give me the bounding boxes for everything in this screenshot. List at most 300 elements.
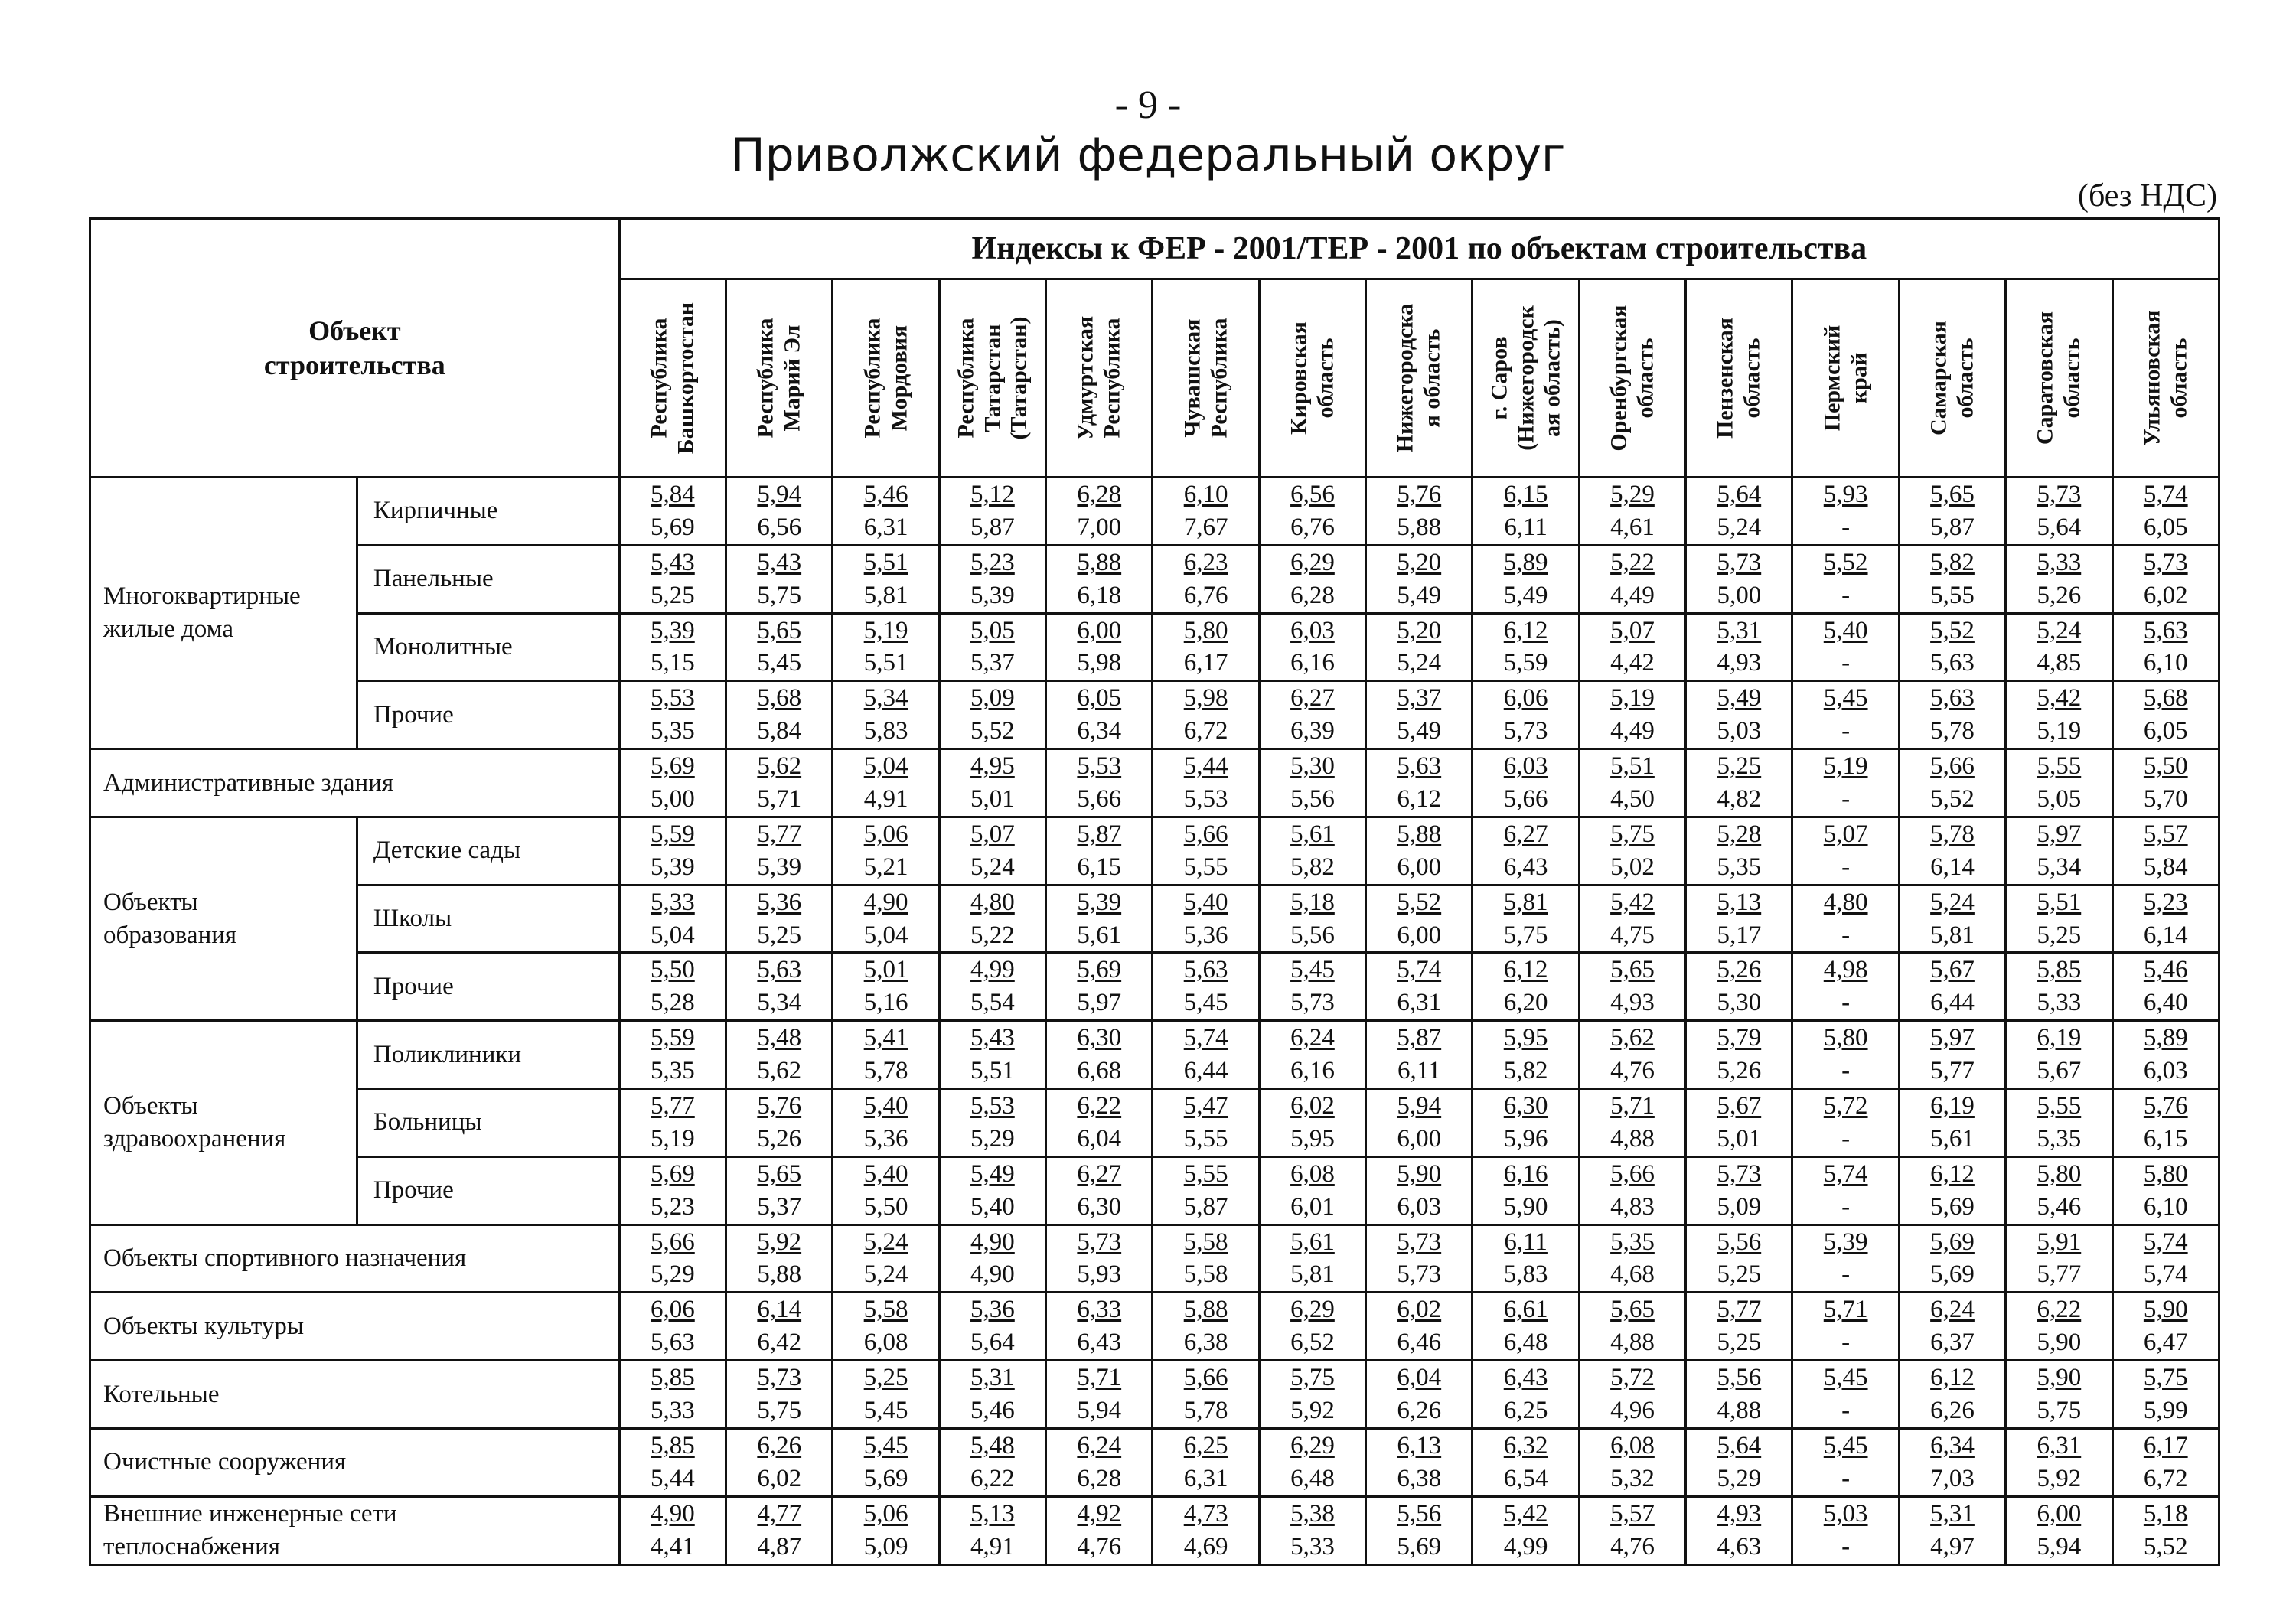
index-value-bottom: 5,87 — [1930, 513, 1975, 541]
index-cell — [1899, 613, 2005, 681]
index-value-top: 5,19 — [863, 616, 908, 644]
category-cell — [90, 749, 620, 817]
index-value-top: 6,22 — [2037, 1296, 2082, 1324]
index-value-top: 5,28 — [1717, 820, 1762, 848]
index-cell — [1046, 749, 1153, 817]
region-name-line: (Нижегородск — [1512, 305, 1538, 451]
region-name — [753, 318, 806, 438]
index-value-bottom: 5,56 — [1290, 921, 1335, 949]
index-cell — [1473, 749, 1579, 817]
index-value-bottom: 5,54 — [970, 989, 1015, 1017]
index-cell — [2112, 613, 2219, 681]
index-value-bottom: 4,42 — [1610, 649, 1655, 677]
index-value-bottom: - — [1841, 1397, 1851, 1425]
index-cell — [619, 885, 726, 953]
index-value-top: 5,73 — [1717, 548, 1762, 576]
index-cell — [726, 1089, 833, 1157]
index-value-bottom: 5,52 — [970, 717, 1015, 745]
index-cell — [1792, 545, 1899, 613]
region-name-line: ая область) — [1538, 319, 1564, 437]
index-cell — [1899, 817, 2005, 885]
index-value-top: 5,65 — [1610, 1296, 1655, 1324]
index-cell — [726, 613, 833, 681]
index-value-top: 5,58 — [1183, 1228, 1228, 1256]
index-value-bottom: 4,88 — [1610, 1329, 1655, 1357]
index-value-top: 5,40 — [1823, 616, 1868, 644]
index-value-top: 5,90 — [1397, 1159, 1442, 1188]
index-value-bottom: - — [1841, 1464, 1851, 1492]
index-value-top: 5,48 — [970, 1431, 1015, 1459]
index-cell — [2112, 1293, 2219, 1361]
index-value-bottom: 5,33 — [1290, 1532, 1335, 1560]
index-value-top: 5,07 — [1610, 616, 1655, 644]
index-value-top: 5,26 — [1717, 956, 1762, 984]
index-value-top: 5,63 — [757, 956, 802, 984]
index-value-bottom: 5,69 — [1930, 1192, 1975, 1221]
index-cell — [1579, 478, 1685, 546]
index-cell — [726, 1293, 833, 1361]
index-value-bottom: 5,73 — [1290, 989, 1335, 1017]
index-value-top: 5,63 — [1183, 956, 1228, 984]
index-value-bottom: 5,77 — [1930, 1057, 1975, 1085]
category-label: теплоснабжения — [103, 1532, 280, 1560]
index-value-top: 5,94 — [757, 481, 802, 508]
index-value-top: 4,90 — [970, 1228, 1015, 1256]
region-header — [726, 279, 833, 478]
index-cell — [1686, 1021, 1792, 1089]
index-value-top: 5,89 — [2143, 1024, 2188, 1052]
table-row — [90, 749, 2219, 817]
index-value-bottom: 5,84 — [757, 717, 802, 745]
index-value-bottom: 5,81 — [1930, 921, 1975, 949]
index-value-top: 5,45 — [1823, 684, 1868, 713]
index-value-top: 5,76 — [757, 1092, 802, 1120]
index-value-bottom: - — [1841, 1260, 1851, 1289]
index-value-top: 6,24 — [1290, 1024, 1335, 1052]
index-value-top: 5,53 — [970, 1092, 1015, 1120]
index-value-top: 5,55 — [2037, 1092, 2082, 1120]
index-cell — [1792, 885, 1899, 953]
region-name-line: я область — [1419, 328, 1445, 428]
index-value-bottom: - — [1841, 853, 1851, 881]
index-value-top: 6,28 — [1077, 481, 1122, 508]
index-value-top: 5,71 — [1077, 1364, 1122, 1392]
region-name — [859, 318, 912, 438]
index-value-bottom: 5,46 — [970, 1397, 1015, 1425]
index-value-bottom: 5,78 — [1183, 1397, 1228, 1425]
index-value-bottom: 7,67 — [1183, 513, 1228, 541]
index-cell — [2112, 885, 2219, 953]
index-value-top: 5,91 — [2037, 1228, 2082, 1256]
index-cell — [1046, 478, 1153, 546]
index-value-bottom: 6,11 — [1504, 513, 1548, 541]
index-cell — [1473, 613, 1579, 681]
index-cell — [939, 885, 1045, 953]
index-cell — [1579, 545, 1685, 613]
index-cell — [1259, 1293, 1365, 1361]
index-value-top: 5,61 — [1290, 1228, 1335, 1256]
index-value-bottom: 5,93 — [1077, 1260, 1122, 1289]
index-value-bottom: 6,05 — [2143, 717, 2188, 745]
index-cell — [1686, 1089, 1792, 1157]
index-value-top: 5,76 — [1397, 481, 1442, 508]
index-cell — [1259, 749, 1365, 817]
region-name — [1179, 318, 1232, 438]
index-value-bottom: 6,17 — [1183, 649, 1228, 677]
region-name-line: область — [1632, 338, 1658, 419]
index-value-bottom: 5,88 — [1397, 513, 1442, 541]
index-cell — [1046, 1225, 1153, 1293]
index-value-bottom: 5,50 — [863, 1192, 908, 1221]
index-cell — [2112, 681, 2219, 749]
index-value-bottom: 5,66 — [1077, 785, 1122, 814]
index-value-top: 6,26 — [757, 1431, 802, 1459]
index-value-top: 6,24 — [1930, 1296, 1975, 1324]
index-cell — [1259, 545, 1365, 613]
index-cell — [726, 953, 833, 1021]
index-cell — [619, 817, 726, 885]
index-value-top: 5,09 — [970, 684, 1015, 713]
index-value-bottom: 6,44 — [1183, 1057, 1228, 1085]
index-cell — [1686, 817, 1792, 885]
subcategory-cell: Больницы — [357, 1089, 619, 1157]
index-cell — [1366, 817, 1473, 885]
region-header — [1046, 279, 1153, 478]
index-cell — [1899, 749, 2005, 817]
index-value-bottom: 5,34 — [757, 989, 802, 1017]
index-value-bottom: 6,30 — [1077, 1192, 1122, 1221]
index-value-bottom: 5,83 — [1503, 1260, 1548, 1289]
index-cell — [939, 478, 1045, 546]
index-cell — [1792, 817, 1899, 885]
region-name-line: Пермский — [1819, 324, 1845, 432]
index-cell — [939, 749, 1045, 817]
index-value-top: 5,22 — [1610, 548, 1655, 576]
category-label: Многоквартирные — [103, 582, 301, 611]
index-value-top: 6,30 — [1503, 1092, 1548, 1120]
index-value-bottom: 5,69 — [863, 1464, 908, 1492]
index-cell — [1473, 1293, 1579, 1361]
index-cell — [939, 1428, 1045, 1496]
index-value-top: 5,38 — [1290, 1499, 1335, 1528]
index-cell — [1046, 1156, 1153, 1225]
index-cell — [726, 1225, 833, 1293]
index-value-top: 5,25 — [1717, 752, 1762, 781]
index-value-bottom: 5,90 — [1503, 1192, 1548, 1221]
index-cell — [1153, 681, 1259, 749]
index-cell — [1366, 613, 1473, 681]
index-value-top: 5,90 — [2037, 1364, 2082, 1392]
index-value-top: 5,85 — [651, 1364, 695, 1392]
index-value-bottom: 6,00 — [1397, 853, 1442, 881]
index-value-top: 4,77 — [757, 1499, 802, 1528]
index-value-bottom: 6,16 — [1290, 649, 1335, 677]
index-cell — [1366, 885, 1473, 953]
index-cell — [1366, 478, 1473, 546]
category-cell — [90, 1225, 620, 1293]
index-value-top: 6,00 — [1077, 616, 1122, 644]
index-cell — [1153, 478, 1259, 546]
index-value-bottom: 5,03 — [1717, 717, 1762, 745]
index-value-bottom: 4,97 — [1930, 1532, 1975, 1560]
index-value-bottom: 6,56 — [757, 513, 802, 541]
index-value-top: 4,90 — [651, 1499, 695, 1528]
index-value-top: 5,47 — [1183, 1092, 1228, 1120]
index-value-bottom: 5,24 — [1717, 513, 1762, 541]
table-row — [90, 817, 2219, 885]
index-value-top: 5,98 — [1183, 684, 1228, 713]
category-cell — [90, 1428, 620, 1496]
index-value-top: 5,42 — [1503, 1499, 1548, 1528]
index-value-top: 5,31 — [970, 1364, 1015, 1392]
index-cell — [2112, 478, 2219, 546]
region-name — [1926, 321, 1979, 435]
index-value-bottom: 5,34 — [2037, 853, 2082, 881]
table-row — [90, 953, 2219, 1021]
category-label: Объекты — [103, 1092, 198, 1120]
index-value-bottom: 5,69 — [1397, 1532, 1442, 1560]
index-cell — [619, 749, 726, 817]
region-name — [1713, 318, 1766, 439]
index-value-bottom: 5,94 — [2037, 1532, 2082, 1560]
index-value-bottom: 6,02 — [2143, 581, 2188, 609]
index-value-top: 5,80 — [2037, 1159, 2082, 1188]
index-value-bottom: 5,01 — [970, 785, 1015, 814]
index-cell — [833, 681, 939, 749]
index-value-bottom: 4,68 — [1610, 1260, 1655, 1289]
index-cell — [726, 545, 833, 613]
index-value-top: 5,23 — [2143, 888, 2188, 916]
index-value-top: 5,72 — [1823, 1092, 1868, 1120]
index-cell — [1792, 1361, 1899, 1429]
index-value-bottom: 5,46 — [2037, 1192, 2082, 1221]
index-cell — [833, 1156, 939, 1225]
index-value-bottom: 4,82 — [1717, 785, 1762, 814]
index-value-top: 5,49 — [1717, 684, 1762, 713]
index-value-bottom: 5,24 — [863, 1260, 908, 1289]
index-cell — [726, 1428, 833, 1496]
index-value-bottom: 5,99 — [2143, 1397, 2188, 1425]
index-value-top: 5,97 — [1930, 1024, 1975, 1052]
index-cell — [1153, 1021, 1259, 1089]
index-value-top: 5,24 — [2037, 616, 2082, 644]
index-value-bottom: 4,49 — [1610, 581, 1655, 609]
index-value-top: 5,93 — [1823, 481, 1868, 508]
index-value-bottom: 4,93 — [1610, 989, 1655, 1017]
index-value-top: 5,50 — [651, 956, 695, 984]
index-value-top: 5,62 — [757, 752, 802, 781]
index-value-bottom: 6,18 — [1077, 581, 1122, 609]
index-cell — [1792, 681, 1899, 749]
index-value-top: 6,12 — [1930, 1159, 1975, 1188]
index-value-bottom: 4,49 — [1610, 717, 1655, 745]
index-value-top: 4,93 — [1717, 1499, 1762, 1528]
index-value-bottom: 5,90 — [2037, 1329, 2082, 1357]
index-value-bottom: 6,31 — [1397, 989, 1442, 1017]
index-cell — [619, 681, 726, 749]
index-cell — [1153, 545, 1259, 613]
index-value-top: 5,88 — [1077, 548, 1122, 576]
index-cell — [1686, 1156, 1792, 1225]
index-cell — [939, 1225, 1045, 1293]
index-value-top: 5,78 — [1930, 820, 1975, 848]
index-value-bottom: - — [1841, 1329, 1851, 1357]
index-cell — [1686, 681, 1792, 749]
object-header-line: строительства — [263, 349, 445, 380]
index-value-top: 5,23 — [970, 548, 1015, 576]
index-value-top: 5,88 — [1183, 1296, 1228, 1324]
index-value-bottom: 6,28 — [1077, 1464, 1122, 1492]
index-value-bottom: 6,48 — [1290, 1464, 1335, 1492]
index-cell — [1366, 1156, 1473, 1225]
index-value-bottom: 5,49 — [1397, 581, 1442, 609]
index-value-bottom: 6,47 — [2143, 1329, 2188, 1357]
index-cell — [833, 545, 939, 613]
index-cell — [726, 817, 833, 885]
object-header-line: Объект — [308, 315, 401, 346]
index-value-top: 5,42 — [2037, 684, 2082, 713]
index-value-top: 5,87 — [1077, 820, 1122, 848]
index-value-top: 5,29 — [1610, 481, 1655, 508]
index-cell — [2112, 1225, 2219, 1293]
index-value-bottom: 5,09 — [863, 1532, 908, 1560]
index-cell — [1792, 953, 1899, 1021]
index-value-top: 5,64 — [1717, 1431, 1762, 1459]
index-value-top: 6,16 — [1503, 1159, 1548, 1188]
index-value-top: 5,92 — [757, 1228, 802, 1256]
index-value-top: 5,37 — [1397, 684, 1442, 713]
index-value-bottom: 4,99 — [1503, 1532, 1548, 1560]
index-value-bottom: 5,63 — [1930, 649, 1975, 677]
index-value-top: 5,75 — [1290, 1364, 1335, 1392]
index-cell — [939, 1293, 1045, 1361]
index-cell — [1046, 545, 1153, 613]
index-cell — [1473, 885, 1579, 953]
region-header — [1792, 279, 1899, 478]
index-cell — [726, 478, 833, 546]
category-label: Объекты — [103, 888, 198, 916]
index-value-bottom: 5,26 — [2037, 581, 2082, 609]
index-value-bottom: 6,03 — [1397, 1192, 1442, 1221]
index-cell — [833, 953, 939, 1021]
index-value-bottom: 4,83 — [1610, 1192, 1655, 1221]
index-cell — [1579, 749, 1685, 817]
index-cell — [619, 1428, 726, 1496]
index-value-bottom: 5,49 — [1397, 717, 1442, 745]
index-value-bottom: 5,04 — [651, 921, 695, 949]
region-name-line: Республика — [953, 318, 979, 439]
index-value-bottom: 6,46 — [1397, 1329, 1442, 1357]
index-cell — [2006, 1293, 2112, 1361]
index-cell — [1153, 1156, 1259, 1225]
index-value-top: 5,74 — [1823, 1159, 1868, 1188]
index-value-top: 4,98 — [1823, 956, 1868, 984]
index-cell — [2112, 817, 2219, 885]
region-name-line: Чувашская — [1179, 318, 1205, 438]
index-cell — [1473, 953, 1579, 1021]
index-value-top: 5,89 — [1503, 548, 1548, 576]
index-cell — [1792, 613, 1899, 681]
index-value-bottom: 5,01 — [1717, 1124, 1762, 1153]
index-value-bottom: 6,54 — [1503, 1464, 1548, 1492]
index-value-bottom: 5,61 — [1930, 1124, 1975, 1153]
index-value-bottom: 6,15 — [2143, 1124, 2188, 1153]
index-value-top: 5,68 — [2143, 684, 2188, 713]
index-value-top: 5,31 — [1717, 616, 1762, 644]
index-value-bottom: 6,16 — [1290, 1057, 1335, 1085]
index-value-top: 5,51 — [863, 548, 908, 576]
index-value-top: 4,80 — [970, 888, 1015, 916]
index-value-top: 5,76 — [2143, 1092, 2188, 1120]
index-cell — [1579, 1496, 1685, 1564]
index-value-top: 5,74 — [1183, 1024, 1228, 1052]
index-cell — [2006, 613, 2112, 681]
index-value-bottom: 5,58 — [1183, 1260, 1228, 1289]
index-value-bottom: 5,78 — [863, 1057, 908, 1085]
region-header — [939, 279, 1045, 478]
index-value-bottom: 5,75 — [1503, 921, 1548, 949]
index-cell — [1792, 1089, 1899, 1157]
index-cell — [1473, 681, 1579, 749]
index-value-top: 5,36 — [757, 888, 802, 916]
index-value-top: 6,19 — [2037, 1024, 2082, 1052]
index-value-top: 6,56 — [1290, 481, 1335, 508]
table-row — [90, 1225, 2219, 1293]
index-value-bottom: 5,82 — [1503, 1057, 1548, 1085]
index-value-top: 5,85 — [2037, 956, 2082, 984]
index-cell — [1153, 953, 1259, 1021]
index-cell — [619, 478, 726, 546]
index-value-top: 5,04 — [863, 752, 908, 781]
index-value-bottom: 5,05 — [2037, 785, 2082, 814]
index-cell — [1579, 1428, 1685, 1496]
index-value-bottom: 6,44 — [1930, 989, 1975, 1017]
index-value-top: 5,46 — [2143, 956, 2188, 984]
index-value-bottom: 6,22 — [970, 1464, 1015, 1492]
index-cell — [726, 1021, 833, 1089]
index-cell — [1259, 613, 1365, 681]
index-value-bottom: 5,00 — [1717, 581, 1762, 609]
index-value-bottom: 4,41 — [651, 1532, 695, 1560]
index-value-top: 5,19 — [1610, 684, 1655, 713]
table-row — [90, 1428, 2219, 1496]
index-value-top: 5,63 — [1930, 684, 1975, 713]
index-value-top: 5,67 — [1717, 1092, 1762, 1120]
index-cell — [726, 1496, 833, 1564]
index-value-top: 5,45 — [1290, 956, 1335, 984]
index-cell — [1473, 1428, 1579, 1496]
index-cell — [1579, 885, 1685, 953]
index-value-bottom: 5,25 — [1717, 1329, 1762, 1357]
index-value-bottom: 5,69 — [651, 513, 695, 541]
index-value-top: 5,65 — [757, 616, 802, 644]
category-cell — [90, 1021, 357, 1225]
index-value-top: 5,55 — [1183, 1159, 1228, 1188]
index-cell — [1046, 613, 1153, 681]
index-value-bottom: 5,74 — [2143, 1260, 2188, 1289]
category-label: Административные здания — [103, 768, 394, 797]
index-cell — [619, 613, 726, 681]
index-cell — [2112, 953, 2219, 1021]
region-name-line: область — [1312, 338, 1338, 419]
region-name-line: Марий Эл — [779, 324, 805, 432]
index-value-top: 5,53 — [1077, 752, 1122, 781]
index-cell — [1366, 953, 1473, 1021]
index-cell — [1366, 1021, 1473, 1089]
page-number: - 9 - — [1114, 83, 1182, 127]
table-row — [90, 1496, 2219, 1564]
region-name-line: Кировская — [1286, 321, 1312, 435]
